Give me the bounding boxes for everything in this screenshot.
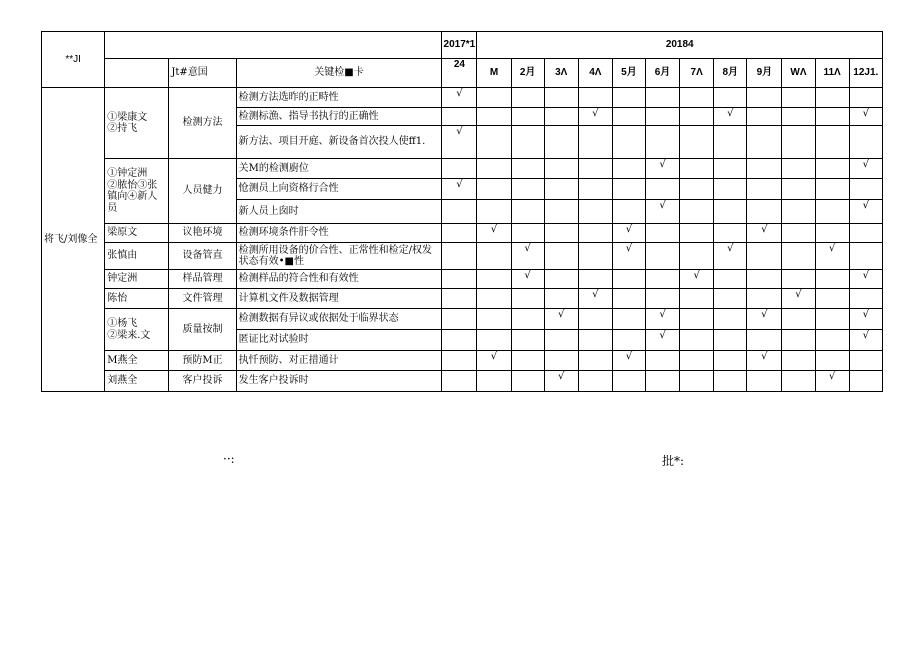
check-mark-cell: √ [747, 309, 782, 330]
empty-cell [747, 126, 782, 159]
check-mark-cell: √ [442, 179, 477, 200]
empty-cell [747, 88, 782, 108]
check-mark-cell: √ [544, 371, 578, 392]
empty-cell [511, 126, 544, 159]
empty-cell [544, 270, 578, 289]
check-mark-cell: √ [511, 243, 544, 270]
key-point-cell: 检测数据有异议或依据处于临界状态 [236, 309, 442, 330]
month-header: 4Λ [578, 59, 612, 88]
empty-cell [477, 330, 511, 351]
empty-cell [544, 351, 578, 371]
empty-cell [442, 371, 477, 392]
key-point-cell: 检测标漁、指导书执行的正确性 [236, 108, 442, 126]
empty-cell [782, 159, 815, 179]
empty-cell [578, 126, 612, 159]
group-people: 刘燕全 [105, 371, 169, 392]
key-point-cell: 关M的检测廚位 [236, 159, 442, 179]
empty-cell [511, 330, 544, 351]
empty-cell [680, 289, 714, 309]
empty-cell [714, 270, 747, 289]
key-point-cell: 执忏预防、对正措通计 [236, 351, 442, 371]
check-mark-cell: √ [578, 108, 612, 126]
empty-cell [849, 371, 882, 392]
check-mark-cell: √ [849, 108, 882, 126]
empty-cell [815, 200, 849, 224]
empty-cell [782, 371, 815, 392]
empty-cell [782, 200, 815, 224]
empty-cell [849, 243, 882, 270]
year-2017-header: 2017*1 [442, 32, 477, 59]
empty-cell [680, 351, 714, 371]
empty-cell [612, 200, 645, 224]
empty-cell [680, 126, 714, 159]
empty-cell [747, 179, 782, 200]
table-row [42, 270, 883, 289]
empty-cell [815, 224, 849, 243]
empty-cell [511, 179, 544, 200]
month-header: WΛ [782, 59, 815, 88]
year-2018-header: 20184 [477, 32, 883, 59]
empty-cell [645, 108, 679, 126]
check-mark-cell: √ [477, 351, 511, 371]
group-area: 样品管理 [169, 270, 236, 289]
empty-cell [477, 243, 511, 270]
group-area: 文件管理 [169, 289, 236, 309]
empty-cell [442, 200, 477, 224]
empty-cell [782, 126, 815, 159]
empty-cell [645, 179, 679, 200]
check-mark-cell: √ [511, 270, 544, 289]
check-mark-cell: √ [645, 330, 679, 351]
empty-cell [442, 224, 477, 243]
empty-cell [747, 159, 782, 179]
empty-cell [544, 108, 578, 126]
empty-cell [815, 126, 849, 159]
empty-cell [782, 224, 815, 243]
empty-cell [578, 159, 612, 179]
empty-cell [714, 330, 747, 351]
empty-cell [544, 200, 578, 224]
check-mark-cell: √ [714, 108, 747, 126]
key-point-header: 关键检■卡 [236, 59, 442, 88]
group-area: 质量按制 [169, 309, 236, 351]
empty-cell [680, 179, 714, 200]
check-mark-cell: √ [714, 243, 747, 270]
empty-cell [442, 330, 477, 351]
empty-cell [612, 108, 645, 126]
empty-cell [815, 330, 849, 351]
empty-cell [849, 224, 882, 243]
empty-cell [714, 371, 747, 392]
header-blank [105, 32, 442, 59]
check-mark-cell: √ [645, 200, 679, 224]
empty-cell [612, 159, 645, 179]
empty-cell [612, 126, 645, 159]
empty-cell [645, 224, 679, 243]
empty-cell [544, 224, 578, 243]
check-mark-cell: √ [442, 126, 477, 159]
empty-cell [511, 351, 544, 371]
empty-cell [612, 88, 645, 108]
empty-cell [782, 88, 815, 108]
empty-cell [477, 126, 511, 159]
key-point-cell: 检测环境条件肝令性 [236, 224, 442, 243]
empty-cell [578, 243, 612, 270]
key-point-cell: 新人员上囱时 [236, 200, 442, 224]
empty-cell [714, 200, 747, 224]
empty-cell [442, 270, 477, 289]
empty-cell [477, 179, 511, 200]
check-mark-cell: √ [680, 270, 714, 289]
empty-cell [782, 351, 815, 371]
empty-cell [645, 289, 679, 309]
empty-cell [714, 179, 747, 200]
check-mark-cell: √ [815, 371, 849, 392]
empty-cell [578, 270, 612, 289]
responsible-header: Jt#意国 [169, 59, 236, 88]
group-area: 设备管直 [169, 243, 236, 270]
empty-cell [511, 224, 544, 243]
empty-cell [511, 159, 544, 179]
empty-cell [714, 289, 747, 309]
empty-cell [511, 108, 544, 126]
empty-cell [714, 224, 747, 243]
empty-cell [612, 179, 645, 200]
empty-cell [680, 224, 714, 243]
empty-cell [612, 289, 645, 309]
empty-cell [680, 243, 714, 270]
empty-cell [680, 88, 714, 108]
empty-cell [747, 200, 782, 224]
empty-cell [680, 200, 714, 224]
key-point-cell: 检测方法选昨的正畤性 [236, 88, 442, 108]
empty-cell [511, 88, 544, 108]
empty-cell [612, 371, 645, 392]
empty-cell [578, 88, 612, 108]
empty-cell [849, 126, 882, 159]
empty-cell [645, 351, 679, 371]
group-area: 议艳环境 [169, 224, 236, 243]
group-area: 检测方法 [169, 88, 236, 159]
empty-cell [815, 309, 849, 330]
empty-cell [645, 371, 679, 392]
check-mark-cell: √ [815, 243, 849, 270]
month-header: 12J1. [849, 59, 882, 88]
group-area: 预防M正 [169, 351, 236, 371]
empty-cell [477, 309, 511, 330]
key-point-cell: 新方法、项目开庭、新设备首次投人使ff1. [236, 126, 442, 159]
group-area: 客户投诉 [169, 371, 236, 392]
empty-cell [645, 88, 679, 108]
empty-cell [442, 289, 477, 309]
check-mark-cell: √ [612, 351, 645, 371]
empty-cell [680, 371, 714, 392]
check-mark-cell: √ [747, 351, 782, 371]
empty-cell [442, 159, 477, 179]
month-header: 8月 [714, 59, 747, 88]
check-mark-cell: √ [849, 270, 882, 289]
empty-cell [645, 243, 679, 270]
empty-cell [544, 88, 578, 108]
empty-cell [578, 371, 612, 392]
empty-cell [815, 351, 849, 371]
empty-cell [645, 270, 679, 289]
month-header: 2月 [511, 59, 544, 88]
table-row [42, 243, 883, 270]
empty-cell [511, 289, 544, 309]
empty-cell [815, 270, 849, 289]
key-point-cell: 匿证比对试验时 [236, 330, 442, 351]
empty-cell [578, 224, 612, 243]
table-row [42, 224, 883, 243]
check-mark-cell: √ [849, 330, 882, 351]
empty-cell [714, 351, 747, 371]
check-mark-cell: √ [645, 159, 679, 179]
group-people: ①梁康文 ②持飞 [105, 88, 169, 159]
month-header: M [477, 59, 511, 88]
empty-cell [815, 159, 849, 179]
footer-prepared-label: ··: [223, 452, 235, 466]
empty-cell [714, 88, 747, 108]
group-people: ①杨飞 ②梁来.文 [105, 309, 169, 351]
empty-cell [747, 371, 782, 392]
empty-cell [782, 108, 815, 126]
key-point-cell: 发生客户投诉时 [236, 371, 442, 392]
empty-cell [442, 108, 477, 126]
empty-cell [680, 108, 714, 126]
empty-cell [477, 289, 511, 309]
month-header: 3Λ [544, 59, 578, 88]
table-row [42, 351, 883, 371]
empty-cell [612, 270, 645, 289]
empty-cell [544, 330, 578, 351]
empty-cell [815, 108, 849, 126]
table-row [42, 159, 883, 179]
empty-cell [747, 270, 782, 289]
empty-cell [442, 309, 477, 330]
empty-cell [747, 289, 782, 309]
empty-cell [612, 330, 645, 351]
year-2017-month: 24 [442, 59, 477, 88]
empty-cell [714, 309, 747, 330]
month-header: 11Λ [815, 59, 849, 88]
empty-cell [747, 108, 782, 126]
supervisor-label: 将飞/刘像全 [42, 88, 105, 392]
empty-cell [511, 309, 544, 330]
empty-cell [849, 289, 882, 309]
group-people: M燕全 [105, 351, 169, 371]
key-point-cell: 计算机文件及数据管理 [236, 289, 442, 309]
month-header: 9月 [747, 59, 782, 88]
check-mark-cell: √ [578, 289, 612, 309]
footer-approved-label: 批*: [662, 454, 685, 468]
month-header: 5月 [612, 59, 645, 88]
key-point-cell: 检测所用设备的价合性、正常性和检定/权发状态有效•■性 [236, 243, 442, 270]
check-mark-cell: √ [849, 309, 882, 330]
empty-cell [849, 179, 882, 200]
empty-cell [578, 200, 612, 224]
empty-cell [578, 330, 612, 351]
empty-cell [442, 243, 477, 270]
month-header: 7Λ [680, 59, 714, 88]
group-people: 张慎由 [105, 243, 169, 270]
empty-cell [815, 289, 849, 309]
empty-cell [544, 243, 578, 270]
check-mark-cell: √ [544, 309, 578, 330]
table-row [42, 289, 883, 309]
document-title: **JI [42, 32, 105, 88]
table-row [42, 309, 883, 330]
empty-cell [477, 270, 511, 289]
check-mark-cell: √ [849, 200, 882, 224]
check-mark-cell: √ [849, 159, 882, 179]
table-row [42, 88, 883, 108]
empty-cell [782, 330, 815, 351]
check-mark-cell: √ [782, 289, 815, 309]
group-people: 钟定洲 [105, 270, 169, 289]
month-header: 6月 [645, 59, 679, 88]
empty-cell [849, 351, 882, 371]
empty-cell [815, 88, 849, 108]
empty-cell [544, 159, 578, 179]
empty-cell [544, 126, 578, 159]
empty-cell [578, 309, 612, 330]
table-row [42, 371, 883, 392]
group-people: ①钟定洲 ②脓怡③张 镇向④新人 员 [105, 159, 169, 224]
key-point-cell: 怆测员上向资格行合性 [236, 179, 442, 200]
empty-cell [747, 330, 782, 351]
empty-cell [544, 289, 578, 309]
empty-cell [782, 179, 815, 200]
empty-cell [477, 108, 511, 126]
empty-cell [782, 309, 815, 330]
empty-cell [782, 243, 815, 270]
empty-cell [815, 179, 849, 200]
supervision-plan-table [41, 31, 883, 392]
empty-cell [477, 200, 511, 224]
empty-cell [782, 270, 815, 289]
check-mark-cell: √ [612, 224, 645, 243]
check-mark-cell: √ [477, 224, 511, 243]
group-people: 陈怡 [105, 289, 169, 309]
check-mark-cell: √ [442, 88, 477, 108]
key-point-cell: 检测样品的符合性和有效性 [236, 270, 442, 289]
empty-cell [477, 159, 511, 179]
empty-cell [680, 159, 714, 179]
header-people-blank [105, 59, 169, 88]
empty-cell [578, 351, 612, 371]
check-mark-cell: √ [612, 243, 645, 270]
check-mark-cell: √ [645, 309, 679, 330]
empty-cell [477, 88, 511, 108]
empty-cell [680, 309, 714, 330]
check-mark-cell: √ [747, 224, 782, 243]
empty-cell [680, 330, 714, 351]
empty-cell [511, 200, 544, 224]
group-people: 梁原文 [105, 224, 169, 243]
empty-cell [849, 88, 882, 108]
empty-cell [612, 309, 645, 330]
empty-cell [511, 371, 544, 392]
empty-cell [714, 159, 747, 179]
empty-cell [714, 126, 747, 159]
group-area: 人员健力 [169, 159, 236, 224]
empty-cell [645, 126, 679, 159]
empty-cell [442, 351, 477, 371]
empty-cell [747, 243, 782, 270]
empty-cell [578, 179, 612, 200]
empty-cell [544, 179, 578, 200]
empty-cell [477, 371, 511, 392]
